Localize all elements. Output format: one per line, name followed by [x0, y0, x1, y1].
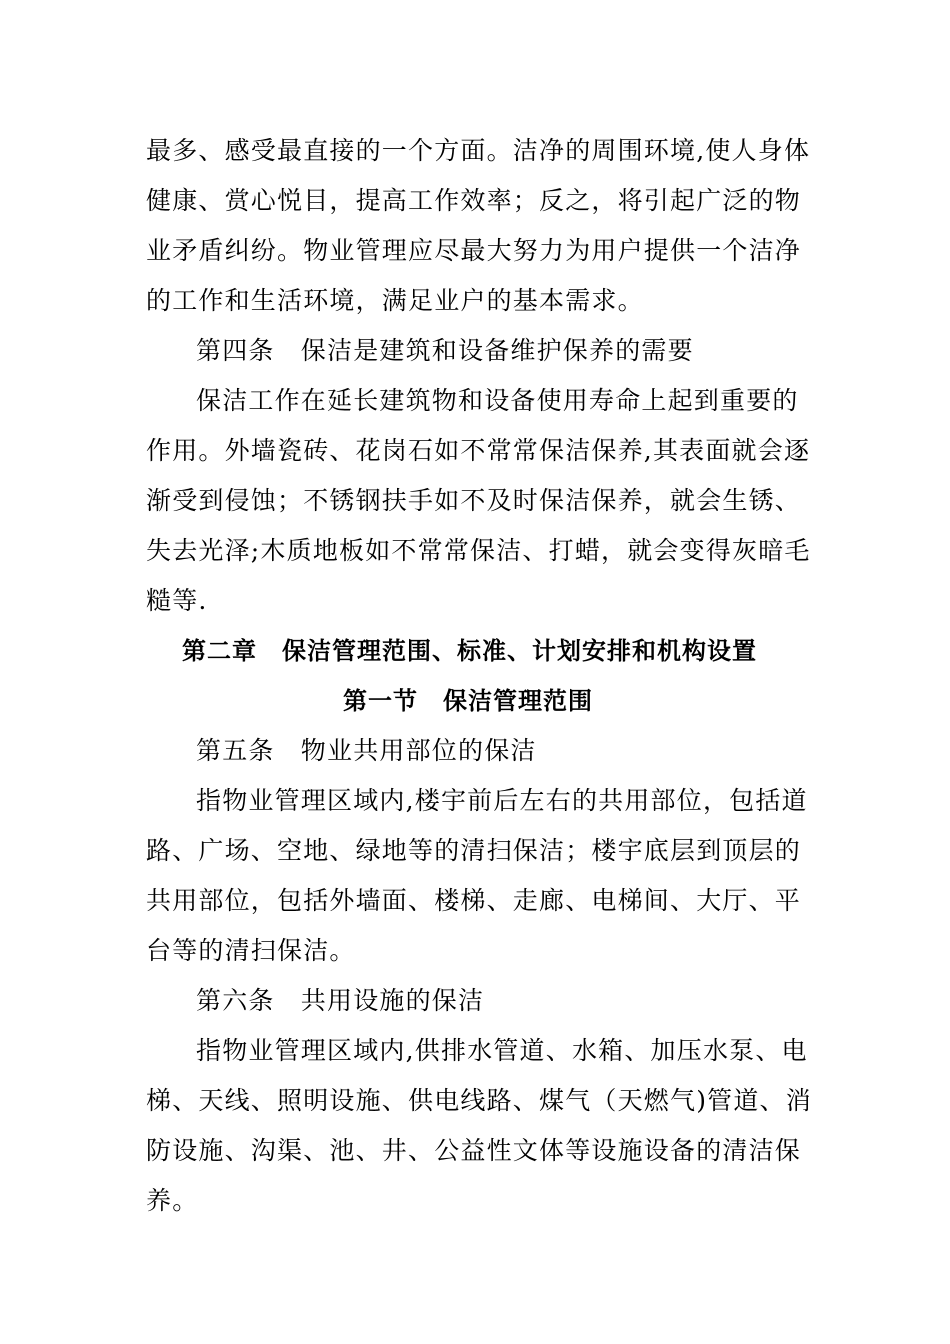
- paragraph-line: 渐受到侵蚀；不锈钢扶手如不及时保洁保养，就会生锈、: [146, 486, 802, 515]
- document-page: [146, 126, 812, 1226]
- article-title: 第五条 物业共用部位的保洁: [196, 736, 537, 765]
- paragraph-line: 保洁工作在延长建筑物和设备使用寿命上起到重要的: [196, 386, 799, 415]
- chapter-heading: 第二章 保洁管理范围、标准、计划安排和机构设置: [182, 637, 757, 665]
- paragraph-line: 台等的清扫保洁。: [146, 936, 356, 965]
- paragraph-line: 健康、赏心悦目，提高工作效率；反之，将引起广泛的物: [146, 186, 802, 215]
- paragraph-line: 防设施、沟渠、池、井、公益性文体等设施设备的清洁保: [146, 1136, 802, 1165]
- paragraph-line: 糙等.: [146, 586, 208, 615]
- paragraph-line: 失去光泽;木质地板如不常常保洁、打蜡，就会变得灰暗毛: [146, 536, 811, 565]
- paragraph-line: 路、广场、空地、绿地等的清扫保洁；楼宇底层到顶层的: [146, 836, 802, 865]
- paragraph-line: 共用部位，包括外墙面、楼梯、走廊、电梯间、大厅、平: [146, 886, 802, 915]
- paragraph-line: 养。: [146, 1186, 199, 1215]
- paragraph-line: 指物业管理区域内,供排水管道、水箱、加压水泵、电: [196, 1036, 808, 1065]
- section-heading: 第一节 保洁管理范围: [343, 687, 593, 715]
- article-title: 第四条 保洁是建筑和设备维护保养的需要: [196, 336, 694, 365]
- paragraph-line: 业矛盾纠纷。物业管理应尽最大努力为用户提供一个洁净: [146, 236, 802, 265]
- paragraph-line: 最多、感受最直接的一个方面。洁净的周围环境,使人身体: [146, 136, 811, 165]
- paragraph-line: 指物业管理区域内,楼宇前后左右的共用部位，包括道: [196, 786, 808, 815]
- paragraph-line: 梯、天线、照明设施、供电线路、煤气（天燃气)管道、消: [146, 1086, 812, 1115]
- article-title: 第六条 共用设施的保洁: [196, 986, 485, 1015]
- paragraph-line: 的工作和生活环境，满足业户的基本需求。: [146, 286, 644, 315]
- paragraph-line: 作用。外墙瓷砖、花岗石如不常常保洁保养,其表面就会逐: [146, 436, 811, 465]
